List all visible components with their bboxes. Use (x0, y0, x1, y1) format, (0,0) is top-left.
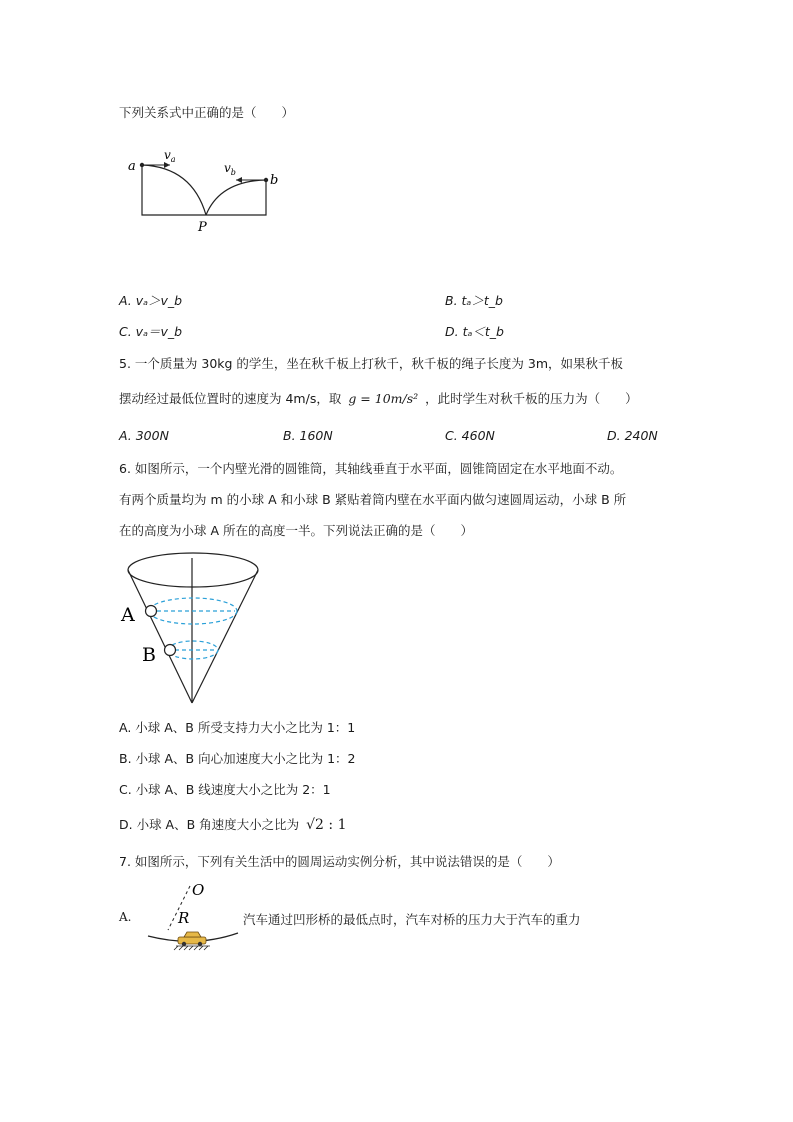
label-va: $v_a$ (164, 148, 176, 164)
label-r: R (178, 909, 190, 927)
ball-b (165, 645, 176, 656)
q7-stem: 7. 如图所示，下列有关生活中的圆周运动实例分析，其中说法错误的是（ ） (119, 854, 560, 869)
q6-option-a[interactable]: A. 小球 A、B 所受支持力大小之比为 1：1 (119, 720, 356, 735)
ball-a (146, 606, 157, 617)
q5-option-a[interactable]: A. 300N (119, 428, 169, 443)
label-a: a (128, 159, 136, 174)
q4-option-d[interactable]: D. tₐ＜t_b (445, 324, 504, 339)
q6-line3: 在的高度为小球 A 所在的高度一半。下列说法正确的是（ ） (119, 523, 473, 538)
cone-top-rim (128, 553, 258, 587)
vb-arrow-icon (236, 177, 242, 183)
q4-arc-a (142, 165, 206, 215)
q7-bridge-figure (140, 878, 245, 953)
q5-option-c[interactable]: C. 460N (445, 428, 495, 443)
q6-option-d-text: D. 小球 A、B 角速度大小之比为 (119, 817, 300, 832)
point-a (140, 163, 144, 167)
q5-option-b[interactable]: B. 160N (283, 428, 333, 443)
q4-trajectory-figure (120, 145, 285, 240)
q4-option-a[interactable]: A. vₐ＞v_b (119, 293, 183, 308)
ball-a-label: A (121, 604, 135, 626)
q6-option-d[interactable] (119, 815, 347, 833)
q7-option-a-text[interactable]: 汽车通过凹形桥的最低点时，汽车对桥的压力大于汽车的重力 (243, 912, 581, 927)
q6-option-c[interactable]: C. 小球 A、B 线速度大小之比为 2：1 (119, 782, 331, 797)
q4-stem: 下列关系式中正确的是（ ） (119, 105, 295, 120)
label-vb: $v_b$ (224, 161, 236, 177)
q5-line2 (119, 389, 638, 407)
q6-line1: 6. 如图所示，一个内壁光滑的圆锥筒，其轴线垂直于水平面，圆锥筒固定在水平地面不动。 (119, 461, 623, 476)
label-b: b (270, 173, 279, 188)
q5-line2-after: ，此时学生对秋千板的压力为（ ） (425, 391, 638, 406)
q6-line2: 有两个质量均为 m 的小球 A 和小球 B 紧贴着筒内壁在水平面内做匀速圆周运动，小球 B 所 (119, 492, 627, 507)
q6-option-d-formula: √2 : 1 (306, 817, 347, 833)
label-o: O (192, 881, 205, 899)
label-p: P (198, 220, 207, 235)
q5-line1: 5. 一个质量为 30kg 的学生，坐在秋千板上打秋千，秋千板的绳子长度为 3m，如果秋千板 (119, 356, 624, 371)
q4-option-c[interactable]: C. vₐ＝v_b (119, 324, 183, 339)
q6-option-b[interactable]: B. 小球 A、B 向心加速度大小之比为 1：2 (119, 751, 356, 766)
va-arrow-icon (164, 162, 170, 168)
car-icon (178, 932, 206, 946)
q5-line2-before: 摆动经过最低位置时的速度为 4m/s，取 (119, 391, 342, 406)
q5-option-d[interactable]: D. 240N (607, 428, 658, 443)
ball-b-label: B (142, 644, 156, 666)
point-b (264, 178, 268, 182)
q5-formula: g = 10m/s² (348, 391, 419, 406)
q4-arc-b (206, 180, 266, 215)
q4-option-b[interactable]: B. tₐ＞t_b (445, 293, 503, 308)
q7-option-a-label[interactable]: A. (119, 910, 132, 924)
q6-cone-figure (115, 548, 265, 708)
